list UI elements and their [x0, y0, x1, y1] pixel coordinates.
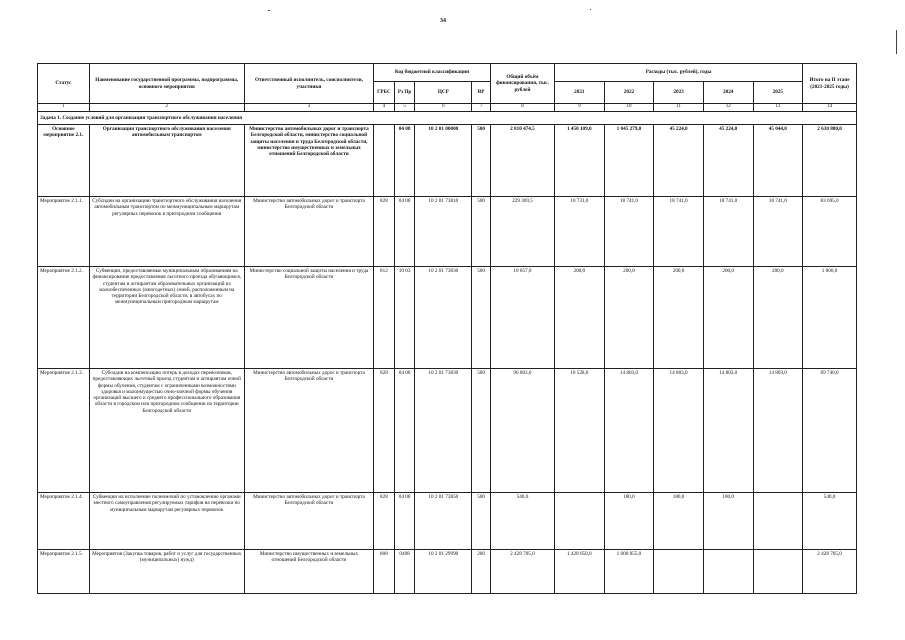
- row-vr: 500: [472, 493, 491, 550]
- table-row: [38, 493, 857, 550]
- column-number-row: [38, 104, 857, 112]
- row-2025: 14 803,0: [753, 369, 803, 493]
- table-row: [38, 125, 857, 197]
- row-2025: 45 044,0: [753, 125, 803, 197]
- column-number: 12: [703, 104, 753, 112]
- row-stage-total: 2 428 705,0: [803, 550, 857, 594]
- row-stage-total: 2 630 880,0: [803, 125, 857, 197]
- header-rz-pr: Рз Пр: [394, 82, 415, 104]
- row-total: 540,0: [490, 493, 554, 550]
- row-2025: 200,0: [753, 267, 803, 369]
- row-total: 96 803,0: [490, 369, 554, 493]
- row-2022: 200,0: [604, 267, 654, 369]
- row-2021: [555, 493, 605, 550]
- row-rz-pr: 04 08: [394, 125, 415, 197]
- row-2024: [703, 550, 753, 594]
- program-table: [37, 63, 857, 594]
- row-executor: Министерство автомобильных дорог и транспорта Белгородской области, министерство социальной защиты населения и труда Белгородской области, министерство имущественных и земельных отношений Белгородской области: [244, 125, 373, 197]
- row-vr: 500: [472, 197, 491, 267]
- header-total-funding: Общий объём финансирования, тыс. рублей: [490, 64, 554, 104]
- scan-speck: [590, 9, 591, 10]
- row-name: Субвенции на исполнение полномочий по установлению органами местного самоуправления регулируемых тарифов на перевозки по муниципальным маршрутам регулярных перевозок: [89, 493, 244, 550]
- column-number: 7: [472, 104, 491, 112]
- header-vr: ВР: [472, 82, 491, 104]
- header-expenses: Расходы (тыс. рублей), годы: [555, 64, 803, 82]
- row-vr: 500: [472, 267, 491, 369]
- row-2021: 200,0: [555, 267, 605, 369]
- row-status: Мероприятие 2.1.1.: [38, 197, 90, 267]
- table-row: [38, 267, 857, 369]
- row-executor: Министерство автомобильных дорог и транспорта Белгородской области: [244, 197, 373, 267]
- row-csr: 10 2 01 73830: [415, 369, 472, 493]
- row-vr: 500: [472, 125, 491, 197]
- page-number: 34: [440, 18, 446, 24]
- row-2024: 180,0: [703, 493, 753, 550]
- column-number: 4: [374, 104, 395, 112]
- row-status: Основное мероприятие 2.1.: [38, 125, 90, 197]
- task-row: [38, 112, 857, 125]
- row-csr: 10 2 01 73810: [415, 197, 472, 267]
- row-stage-total: 83 695,0: [803, 197, 857, 267]
- header-stage-total: Итого на II этапе (2021-2025 годы): [803, 64, 857, 104]
- row-grbs: 812: [374, 267, 395, 369]
- row-2022: 1 000 055,0: [604, 550, 654, 594]
- column-number: 9: [555, 104, 605, 112]
- header-csr: ЦСР: [415, 82, 472, 104]
- column-number: 11: [654, 104, 704, 112]
- row-2024: 200,0: [703, 267, 753, 369]
- row-executor: Министерство имущественных и земельных отношений Белгородской области: [244, 550, 373, 594]
- row-csr: 10 2 01 29990: [415, 550, 472, 594]
- row-grbs: [374, 125, 395, 197]
- row-rz-pr: 10 03: [394, 267, 415, 369]
- row-status: Мероприятие 2.1.2.: [38, 267, 90, 369]
- row-2024: 14 803,0: [703, 369, 753, 493]
- header-year: 2024: [703, 82, 753, 104]
- row-executor: Министерство социальной защиты населения и труда Белгородской области: [244, 267, 373, 369]
- row-rz-pr: 04 08: [394, 197, 415, 267]
- row-grbs: 828: [374, 197, 395, 267]
- row-vr: 200: [472, 550, 491, 594]
- row-name: Организация транспортного обслуживания населения автомобильным транспортом: [89, 125, 244, 197]
- row-executor: Министерство автомобильных дорог и транспорта Белгородской области: [244, 369, 373, 493]
- row-2024: 18 741,0: [703, 197, 753, 267]
- row-rz-pr: 04 08: [394, 493, 415, 550]
- row-2025: 18 741,0: [753, 197, 803, 267]
- row-total: 229 369,5: [490, 197, 554, 267]
- row-2022: 14 803,0: [604, 369, 654, 493]
- header-budget-code: Код бюджетной классификации: [374, 64, 491, 82]
- row-2023: 45 224,0: [654, 125, 704, 197]
- column-number: 14: [803, 104, 857, 112]
- row-name: Мероприятия (Закупка товаров, работ и услуг для государственных (муниципальных) нужд): [89, 550, 244, 594]
- row-2022: 1 045 279,0: [604, 125, 654, 197]
- row-grbs: 828: [374, 493, 395, 550]
- row-name: Субсидии на организацию транспортного обслуживания населения автомобильным транспортом по межмуниципальным маршрутам регулярных перевозок в пригородном сообщении: [89, 197, 244, 267]
- row-2023: [654, 550, 704, 594]
- row-2022: 180,0: [604, 493, 654, 550]
- row-stage-total: 540,0: [803, 493, 857, 550]
- scan-speck: [896, 30, 897, 54]
- header-name: Наименование государственной программы, подпрограммы, основного мероприятия: [89, 64, 244, 104]
- row-2023: 18 741,0: [654, 197, 704, 267]
- header-year: 2021: [555, 82, 605, 104]
- row-total: 10 057,0: [490, 267, 554, 369]
- row-status: Мероприятие 2.1.5.: [38, 550, 90, 594]
- row-2023: 200,0: [654, 267, 704, 369]
- row-2021: 1 450 109,0: [555, 125, 605, 197]
- row-2023: 180,0: [654, 493, 704, 550]
- row-rz-pr: 04 08: [394, 369, 415, 493]
- row-grbs: 808: [374, 550, 395, 594]
- header-row: [38, 64, 857, 82]
- row-total: 2 810 474,5: [490, 125, 554, 197]
- scan-speck: [268, 10, 270, 11]
- row-2025: [753, 550, 803, 594]
- header-year: 2022: [604, 82, 654, 104]
- row-rz-pr: 0408: [394, 550, 415, 594]
- column-number: 5: [394, 104, 415, 112]
- row-stage-total: 1 000,0: [803, 267, 857, 369]
- column-number: 1: [38, 104, 90, 112]
- header-status: Статус: [38, 64, 90, 104]
- header-year: 2023: [654, 82, 704, 104]
- column-number: 2: [89, 104, 244, 112]
- table-row: [38, 197, 857, 267]
- row-vr: 500: [472, 369, 491, 493]
- row-csr: 10 2 01 00000: [415, 125, 472, 197]
- row-grbs: 828: [374, 369, 395, 493]
- row-status: Мероприятие 2.1.3.: [38, 369, 90, 493]
- header-year: 2025: [753, 82, 803, 104]
- task-title: Задача 1. Создание условий для организации транспортного обслуживания населения: [38, 112, 857, 125]
- row-name: Субвенции, предоставляемые муниципальным образованиям на финансирование предоставления льготного проезда обучающимся, студентам и аспирантам образовательных организаций из малообеспеченных (многодетных) семей, расположенным на территории Белгородской области, в автобусах по межмуниципальным пригородным маршрутам: [89, 267, 244, 369]
- row-executor: Министерство автомобильных дорог и транспорта Белгородской области: [244, 493, 373, 550]
- column-number: 6: [415, 104, 472, 112]
- column-number: 3: [244, 104, 373, 112]
- row-stage-total: 69 740,0: [803, 369, 857, 493]
- header-executor: Ответственный исполнитель, соисполнители, участники: [244, 64, 373, 104]
- row-2025: [753, 493, 803, 550]
- row-2023: 14 803,0: [654, 369, 704, 493]
- row-2024: 45 224,0: [703, 125, 753, 197]
- row-status: Мероприятие 2.1.4.: [38, 493, 90, 550]
- row-csr: 10 2 01 73830: [415, 267, 472, 369]
- header-grbs: ГРБС: [374, 82, 395, 104]
- column-number: 13: [753, 104, 803, 112]
- row-total: 2 428 705,0: [490, 550, 554, 594]
- row-csr: 10 2 01 73850: [415, 493, 472, 550]
- column-number: 10: [604, 104, 654, 112]
- table-row: [38, 369, 857, 493]
- row-name: Субсидии на компенсацию потерь в доходах перевозчиков, предоставляющих льготный проезд студентам и аспирантам очной формы обучения, студентам с ограниченными возможностями здоровья и малоимущестью очно-заочной формы обучения организаций высшего и среднего профессионального образования области в городском или пригородном сообщении на территории Белгородской области: [89, 369, 244, 493]
- column-number: 8: [490, 104, 554, 112]
- row-2022: 18 741,0: [604, 197, 654, 267]
- row-2021: 10 528,0: [555, 369, 605, 493]
- row-2021: 1 428 650,0: [555, 550, 605, 594]
- table-row: [38, 550, 857, 594]
- row-2021: 10 731,0: [555, 197, 605, 267]
